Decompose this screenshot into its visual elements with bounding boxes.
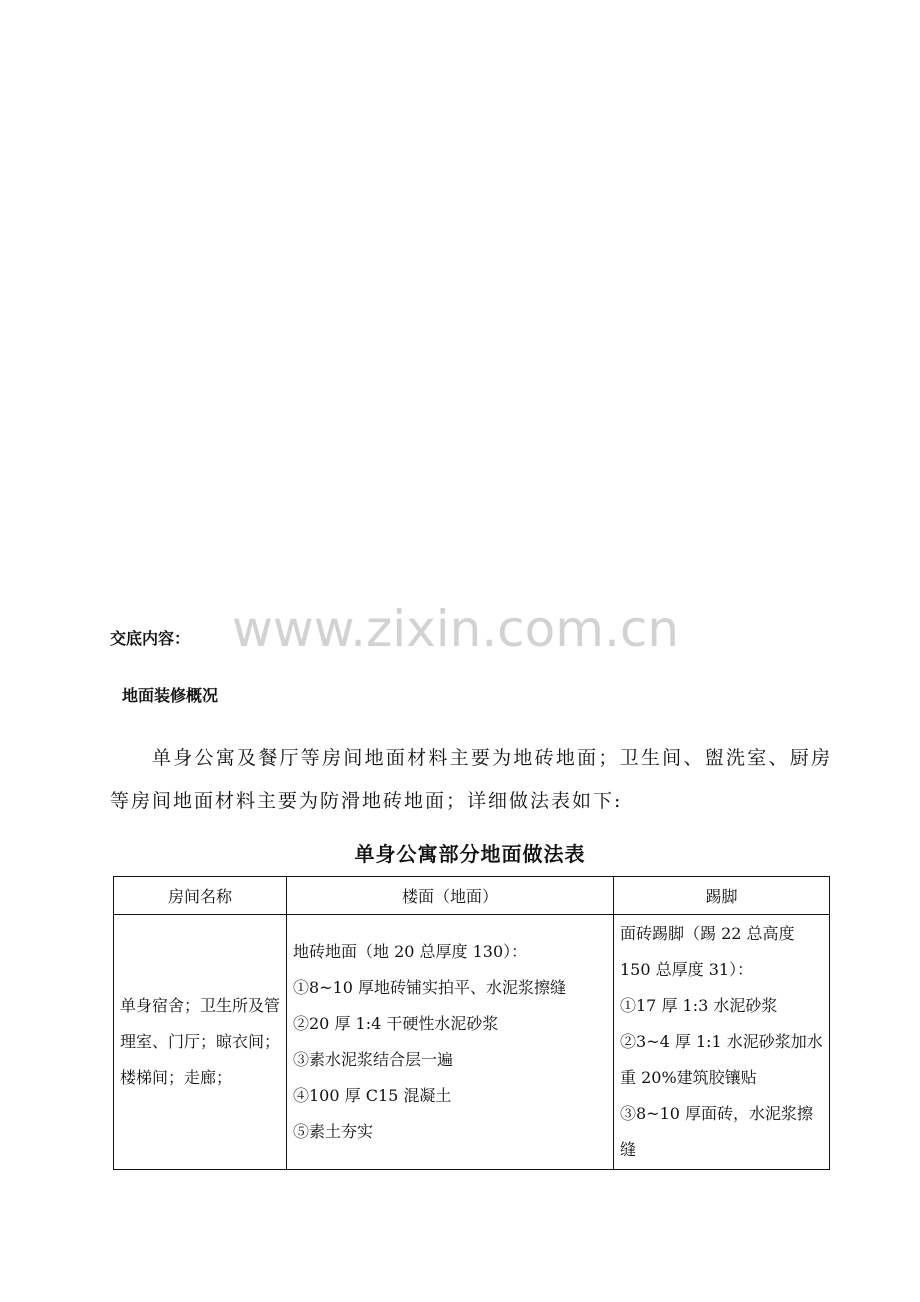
baseboard-cell xyxy=(614,915,830,1170)
table-row xyxy=(114,915,830,1170)
section-subheading: 地面装修概况 xyxy=(122,686,219,705)
watermark: www.zixin.com.cn xyxy=(232,600,680,658)
floor-spec-step: ④100 厚 C15 混凝土 xyxy=(293,1086,452,1105)
floor-spec-table xyxy=(113,876,830,1170)
baseboard-spec-step: ①17 厚 1:3 水泥砂浆 xyxy=(620,996,778,1015)
baseboard-spec-step: ②3~4 厚 1:1 水泥砂浆加水重 20%建筑胶镶贴 xyxy=(620,1032,823,1087)
floor-spec-title: 地砖地面（地 20 总厚度 130）： xyxy=(293,942,528,961)
header-floor: 楼面（地面） xyxy=(287,877,614,915)
floor-spec-step: ③素水泥浆结合层一遍 xyxy=(293,1050,454,1069)
floor-spec-step: ⑤素土夯实 xyxy=(293,1122,374,1141)
header-room-name: 房间名称 xyxy=(114,877,287,915)
room-cell: 单身宿舍；卫生所及管理室、门厅；晾衣间；楼梯间；走廊； xyxy=(114,915,287,1170)
baseboard-spec-title: 面砖踢脚（踢 22 总高度 150 总厚度 31）： xyxy=(620,924,795,979)
header-baseboard: 踢脚 xyxy=(614,877,830,915)
section-heading: 交底内容： xyxy=(110,629,191,648)
floor-spec-step: ②20 厚 1:4 干硬性水泥砂浆 xyxy=(293,1014,499,1033)
baseboard-spec-step: ③8~10 厚面砖，水泥浆擦缝 xyxy=(620,1104,814,1159)
floor-cell xyxy=(287,915,614,1170)
floor-spec-step: ①8~10 厚地砖铺实拍平、水泥浆擦缝 xyxy=(293,978,567,997)
table-title: 单身公寓部分地面做法表 xyxy=(354,842,586,866)
table-header-row xyxy=(114,877,830,915)
intro-paragraph: 单身公寓及餐厅等房间地面材料主要为地砖地面；卫生间、盥洗室、厨房等房间地面材料主要为防滑地砖地面；详细做法表如下: xyxy=(110,747,832,812)
